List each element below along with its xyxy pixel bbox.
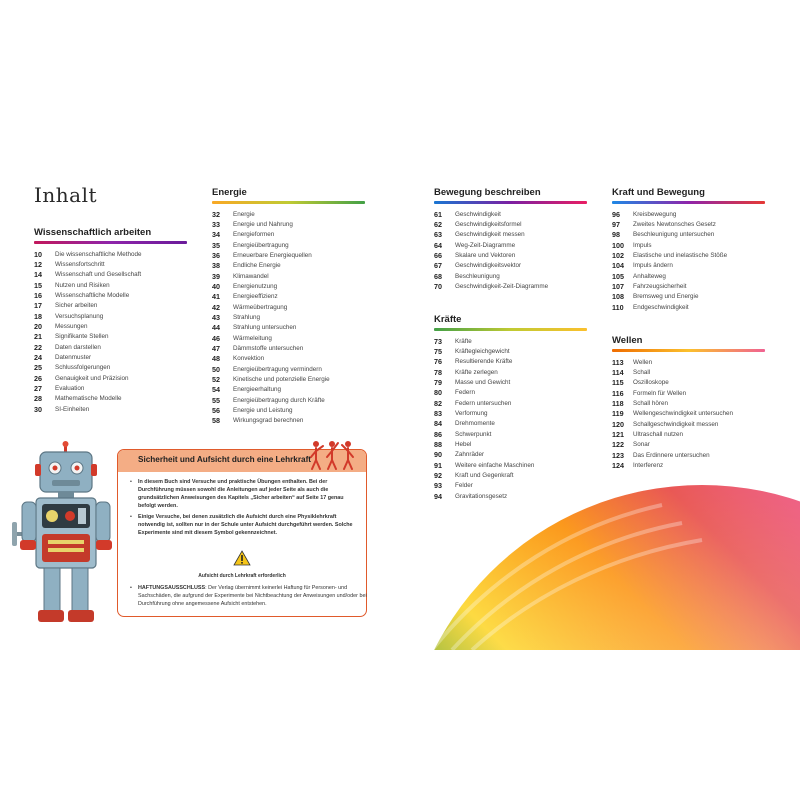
- toc-entry-label: Strahlung untersuchen: [233, 324, 297, 332]
- toc-entry: [612, 272, 765, 282]
- toc-entry-label: Wissenschaftliche Modelle: [55, 291, 130, 299]
- toc-page-number: 76: [434, 357, 442, 367]
- toc-entry-label: Endgeschwindigkeit: [633, 303, 689, 311]
- toc-entry-label: Sicher arbeiten: [55, 302, 98, 310]
- toc-entry: [34, 281, 187, 291]
- toc-entry-label: Schall: [633, 368, 651, 376]
- toc-list: [612, 210, 765, 313]
- liability-label: HAFTUNGSAUSSCHLUSS: [138, 585, 206, 591]
- toc-page-number: 90: [434, 450, 442, 460]
- toc-entry: [434, 347, 587, 357]
- page-title: Inhalt: [34, 183, 98, 207]
- toc-page-number: 21: [34, 332, 42, 342]
- toc-entry: [34, 270, 187, 280]
- toc-entry-label: Kräfte: [455, 337, 472, 345]
- toc-entry: [434, 357, 587, 367]
- toc-page-number: 104: [612, 261, 624, 271]
- toc-entry: [212, 334, 365, 344]
- toc-entry-label: Geschwindigkeit-Zeit-Diagramme: [455, 282, 549, 290]
- toc-entry-label: Energieeffizienz: [233, 293, 278, 301]
- toc-entry: [34, 353, 187, 363]
- bubble-image: [432, 455, 800, 650]
- section-wissenschaftlich-arbeiten: [34, 227, 187, 415]
- toc-page-number: 82: [434, 398, 442, 408]
- toc-entry-label: Bremsweg und Energie: [633, 293, 699, 301]
- toc-entry: [212, 241, 365, 251]
- section-rule: [612, 349, 765, 352]
- toc-entry-label: Mathematische Modelle: [55, 395, 122, 403]
- toc-entry: [434, 251, 587, 261]
- warning-caption: Aufsicht durch Lehrkraft erforderlich: [198, 573, 286, 579]
- toc-entry: [612, 292, 765, 302]
- toc-entry-label: Impuls: [633, 241, 652, 249]
- section-heading: Wissenschaftlich arbeiten: [34, 227, 152, 238]
- toc-page-number: 66: [434, 250, 442, 260]
- toc-entry: [434, 388, 587, 398]
- toc-entry-label: Beschleunigung: [455, 272, 500, 280]
- toc-entry: [212, 230, 365, 240]
- toc-entry: [34, 374, 187, 384]
- toc-entry: [612, 241, 765, 251]
- toc-entry: [434, 419, 587, 429]
- toc-page-number: 105: [612, 271, 624, 281]
- toc-page-number: 100: [612, 240, 624, 250]
- toc-page-number: 46: [212, 333, 220, 343]
- toc-page-number: 30: [34, 404, 42, 414]
- toc-page-number: 113: [612, 357, 624, 367]
- section-heading: Wellen: [612, 335, 643, 346]
- toc-page-number: 107: [612, 281, 624, 291]
- safety-header: [118, 450, 366, 472]
- toc-entry-label: Energieübertragung vermindern: [233, 365, 322, 373]
- toc-entry: [212, 313, 365, 323]
- toc-page-number: 52: [212, 375, 220, 384]
- safety-title: Sicherheit und Aufsicht durch eine Lehrkraft: [138, 455, 312, 464]
- toc-entry-label: Elastische und inelastische Stöße: [633, 251, 728, 259]
- toc-entry-label: Konvektion: [233, 355, 265, 363]
- toc-entry: [212, 282, 365, 292]
- toc-page-number: 115: [612, 378, 624, 388]
- toc-entry-label: Genauigkeit und Präzision: [55, 374, 129, 382]
- toc-entry: [212, 272, 365, 282]
- toc-entry-label: Das Erdinnere untersuchen: [633, 451, 710, 459]
- toc-entry-label: Geschwindigkeit: [455, 210, 501, 218]
- toc-entry: [434, 241, 587, 251]
- safety-box: [117, 449, 367, 617]
- toc-entry-label: Energieformen: [233, 231, 275, 239]
- toc-page-number: 96: [612, 209, 620, 219]
- toc-entry-label: Federn: [455, 389, 475, 397]
- toc-entry-label: Zahnräder: [455, 451, 485, 459]
- warning-block: [118, 550, 366, 579]
- toc-entry-label: Energieübertragung: [233, 241, 289, 249]
- toc-entry: [34, 260, 187, 270]
- toc-list: [434, 210, 587, 293]
- toc-entry: [434, 337, 587, 347]
- toc-page-number: 94: [434, 491, 442, 501]
- toc-page-number: 116: [612, 388, 624, 398]
- toc-entry: [612, 368, 765, 378]
- toc-entry: [612, 430, 765, 440]
- toc-entry: [612, 409, 765, 419]
- toc-entry-label: Wirkungsgrad berechnen: [233, 417, 304, 425]
- section-heading: Kraft und Bewegung: [612, 187, 705, 198]
- toc-entry-label: Impuls ändern: [633, 262, 673, 270]
- toc-entry: [612, 251, 765, 261]
- toc-entry-label: Wellengeschwindigkeit untersuchen: [633, 410, 733, 418]
- toc-entry: [434, 282, 587, 292]
- toc-entry-label: Ultraschall nutzen: [633, 430, 684, 438]
- toc-page-number: 68: [434, 271, 442, 281]
- toc-entry-label: Wissenschaft und Gesellschaft: [55, 271, 142, 279]
- toc-entry: [612, 230, 765, 240]
- toc-page-number: 40: [212, 281, 220, 291]
- toc-entry: [612, 358, 765, 368]
- toc-page-number: 42: [212, 302, 220, 312]
- toc-page-number: 25: [34, 363, 42, 373]
- toc-entry-label: Gravitationsgesetz: [455, 492, 508, 500]
- toc-entry: [434, 378, 587, 388]
- toc-page-number: 98: [612, 230, 620, 240]
- toc-entry-label: Nutzen und Risiken: [55, 281, 110, 289]
- toc-entry-label: Kräfte zerlegen: [455, 368, 498, 376]
- toc-entry-label: Geschwindigkeitsformel: [455, 220, 522, 228]
- toc-entry: [612, 399, 765, 409]
- toc-entry: [212, 303, 365, 313]
- toc-page-number: 63: [434, 230, 442, 240]
- toc-page-number: 67: [434, 261, 442, 271]
- toc-entry: [612, 440, 765, 450]
- toc-page-number: 102: [612, 250, 624, 260]
- toc-page-number: 15: [34, 280, 42, 290]
- toc-entry: [434, 210, 587, 220]
- toc-page-number: 14: [34, 270, 42, 280]
- toc-page-number: 55: [212, 395, 220, 405]
- toc-entry-label: Resultierende Kräfte: [455, 358, 513, 366]
- toc-page-number: 48: [212, 354, 220, 364]
- toc-entry: [34, 384, 187, 394]
- toc-entry-label: Erneuerbare Energiequellen: [233, 251, 312, 259]
- toc-page-number: 24: [34, 352, 42, 362]
- toc-entry-label: Versuchsplanung: [55, 312, 104, 320]
- teacher-figures-icon: [308, 438, 356, 470]
- toc-entry-label: Formeln für Wellen: [633, 389, 687, 397]
- toc-entry: [34, 301, 187, 311]
- toc-entry: [434, 409, 587, 419]
- toc-page-number: 61: [434, 209, 442, 219]
- toc-entry: [612, 303, 765, 313]
- toc-entry-label: Wellen: [633, 358, 653, 366]
- toc-entry-label: Federn untersuchen: [455, 399, 512, 407]
- toc-page-number: 18: [34, 311, 42, 321]
- toc-entry-label: Fahrzeugsicherheit: [633, 282, 687, 290]
- toc-page-number: 39: [212, 271, 220, 281]
- toc-entry-label: Sonar: [633, 441, 650, 449]
- toc-entry-label: Energienutzung: [233, 282, 278, 290]
- toc-entry-label: Drehmomente: [455, 420, 495, 428]
- toc-entry: [34, 405, 187, 415]
- toc-page-number: 17: [34, 301, 42, 311]
- toc-page-number: 86: [434, 429, 442, 439]
- toc-page-number: 70: [434, 281, 442, 291]
- toc-entry: [612, 220, 765, 230]
- toc-page-number: 118: [612, 398, 624, 408]
- toc-page-number: 120: [612, 419, 624, 429]
- toc-page-number: 123: [612, 450, 624, 460]
- toc-page-number: 44: [212, 323, 220, 333]
- toc-entry: [212, 292, 365, 302]
- toc-entry: [34, 363, 187, 373]
- toc-entry-label: Signifikante Stellen: [55, 333, 109, 341]
- toc-entry-label: Skalare und Vektoren: [455, 251, 516, 259]
- section-energie: [212, 187, 365, 427]
- toc-entry-label: Beschleunigung untersuchen: [633, 231, 715, 239]
- section-rule: [434, 328, 587, 331]
- toc-entry-label: Energieerhaltung: [233, 386, 281, 394]
- toc-page-number: 43: [212, 312, 220, 322]
- toc-entry: [612, 261, 765, 271]
- toc-entry-label: Oszilloskope: [633, 379, 669, 387]
- toc-page-number: 50: [212, 364, 220, 374]
- toc-entry: [212, 220, 365, 230]
- toc-entry: [212, 396, 365, 406]
- toc-entry-label: Anhalteweg: [633, 272, 666, 280]
- toc-page-number: 124: [612, 460, 624, 470]
- toc-entry: [212, 344, 365, 354]
- toc-entry: [434, 220, 587, 230]
- toc-entry: [212, 323, 365, 333]
- toc-entry-label: Kraft und Gegenkraft: [455, 471, 514, 479]
- toc-entry-label: Geschwindigkeit messen: [455, 231, 525, 239]
- toc-entry: [34, 343, 187, 353]
- toc-entry: [212, 210, 365, 220]
- section-bewegung-beschreiben: [434, 187, 587, 292]
- toc-entry: [212, 416, 365, 426]
- toc-entry: [434, 272, 587, 282]
- toc-entry-label: Verformung: [455, 409, 488, 417]
- section-heading: Bewegung beschreiben: [434, 187, 541, 198]
- toc-entry-label: Klimawandel: [233, 272, 269, 280]
- toc-entry-label: Kräftegleichgewicht: [455, 347, 510, 355]
- toc-entry: [434, 440, 587, 450]
- safety-bullet-2: • Einige Versuche, bei denen zusätzlich die Aufsicht durch eine Physiklehrkraft notwendig ist, sollten nur in der Schule unter Aufsicht durchgeführt werden. Solche Experimente sind mit diesem Symbol gekennzeichnet.: [128, 513, 360, 537]
- toc-entry-label: Kreisbewegung: [633, 210, 677, 218]
- toc-entry: [212, 261, 365, 271]
- safety-bullet-1: • In diesem Buch sind Versuche und praktische Übungen enthalten. Bei der Durchführung müssen sowohl die Anleitungen auf jeder Seite als auch die grundsätzlichen Anweisungen des Kapitels „Sicher arbeiten“ auf Seite 17 genau befolgt werden.: [128, 478, 360, 510]
- toc-entry-label: Strahlung: [233, 313, 260, 321]
- toc-entry: [612, 420, 765, 430]
- toc-page-number: 110: [612, 302, 624, 312]
- toc-entry: [34, 312, 187, 322]
- toc-entry-label: Dämmstoffe untersuchen: [233, 344, 304, 352]
- toc-page-number: 35: [212, 240, 220, 250]
- liability-text: : Der Verlag übernimmt keinerlei Haftung für Personen- und Sachschäden, die aufgrund der Experimente bei Nichtbeachtung der Anweisungen und/oder bei Durchführung ohne angemessene Aufsicht entstehen.: [138, 585, 367, 607]
- toc-entry-label: Energieübertragung durch Kräfte: [233, 396, 325, 404]
- toc-page-number: 79: [434, 377, 442, 387]
- toc-entry-label: Messungen: [55, 322, 88, 330]
- toc-entry: [612, 378, 765, 388]
- toc-page-number: 73: [434, 336, 442, 346]
- toc-page-number: 92: [434, 470, 442, 480]
- toc-entry-label: Datenmuster: [55, 353, 92, 361]
- toc-page-number: 119: [612, 409, 624, 419]
- section-heading: Energie: [212, 187, 247, 198]
- toc-entry-label: Wissensfortschritt: [55, 260, 105, 268]
- toc-entry-label: Hebel: [455, 440, 472, 448]
- toc-entry: [34, 250, 187, 260]
- toc-page-number: 33: [212, 219, 220, 229]
- toc-entry-label: Daten darstellen: [55, 343, 101, 351]
- toc-page-number: 108: [612, 292, 624, 302]
- toc-list: [212, 210, 365, 427]
- toc-page-number: 62: [434, 219, 442, 229]
- toc-entry-label: Endliche Energie: [233, 262, 281, 270]
- toc-page-number: 83: [434, 408, 442, 418]
- toc-page-number: 97: [612, 219, 620, 229]
- toc-entry-label: Schlussfolgerungen: [55, 364, 111, 372]
- toc-entry-label: Schwerpunkt: [455, 430, 492, 438]
- toc-entry: [212, 385, 365, 395]
- section-rule: [612, 201, 765, 204]
- toc-entry-label: Die wissenschaftliche Methode: [55, 250, 142, 258]
- toc-page-number: 32: [212, 209, 220, 219]
- section-kraft-und-bewegung: [612, 187, 765, 313]
- toc-page-number: 91: [434, 460, 442, 470]
- toc-entry: [434, 368, 587, 378]
- toc-entry: [434, 399, 587, 409]
- toc-page-number: 10: [34, 249, 42, 259]
- toc-entry-label: Energie: [233, 210, 255, 218]
- toc-page-number: 34: [212, 230, 220, 240]
- toc-entry: [212, 251, 365, 261]
- toc-entry: [434, 430, 587, 440]
- toc-entry-label: Schall hören: [633, 399, 669, 407]
- toc-page-number: 16: [34, 290, 42, 300]
- toc-entry: [34, 291, 187, 301]
- toc-entry: [34, 394, 187, 404]
- toc-page-number: 122: [612, 440, 624, 450]
- toc-page-number: 22: [34, 342, 42, 352]
- toc-page-number: 27: [34, 383, 42, 393]
- toc-page-number: 84: [434, 419, 442, 429]
- toc-page-number: 56: [212, 406, 220, 416]
- toc-entry-label: Energie und Leistung: [233, 407, 293, 415]
- toc-entry: [434, 230, 587, 240]
- toc-page-number: 41: [212, 292, 220, 302]
- toc-list: [34, 250, 187, 416]
- toc-entry-label: Wärmeleitung: [233, 334, 272, 342]
- toc-entry: [34, 322, 187, 332]
- warning-triangle-icon: [233, 550, 251, 566]
- toc-page-number: 121: [612, 429, 624, 439]
- liability-note: [128, 584, 370, 608]
- toc-entry: [612, 210, 765, 220]
- toc-entry-label: Geschwindigkeitsvektor: [455, 262, 522, 270]
- toc-page-number: 28: [34, 394, 42, 404]
- toc-entry-label: Evaluation: [55, 384, 85, 392]
- toc-page-number: 58: [212, 416, 220, 426]
- toc-entry: [612, 282, 765, 292]
- section-rule: [34, 241, 187, 244]
- toc-entry-label: Interferenz: [633, 461, 664, 469]
- toc-entry-label: Wärmeübertragung: [233, 303, 288, 311]
- toc-entry: [212, 375, 365, 385]
- toc-entry-label: Masse und Gewicht: [455, 378, 511, 386]
- section-rule: [434, 201, 587, 204]
- toc-page-number: 75: [434, 346, 442, 356]
- toc-page-number: 36: [212, 250, 220, 260]
- section-heading: Kräfte: [434, 314, 462, 325]
- toc-page-number: 93: [434, 481, 442, 491]
- toc-entry: [612, 389, 765, 399]
- section-rule: [212, 201, 365, 204]
- toc-entry-label: Felder: [455, 482, 473, 490]
- robot-image: [10, 440, 125, 630]
- toc-entry: [434, 261, 587, 271]
- toc-entry-label: SI-Einheiten: [55, 405, 90, 413]
- safety-list: [128, 478, 360, 540]
- toc-entry-label: Energie und Nahrung: [233, 220, 293, 228]
- section-wellen: [612, 335, 765, 471]
- toc-entry-label: Weitere einfache Maschinen: [455, 461, 535, 469]
- toc-page-number: 80: [434, 388, 442, 398]
- toc-page-number: 26: [34, 373, 42, 383]
- toc-page-number: 47: [212, 343, 220, 353]
- toc-entry-label: Kinetische und potenzielle Energie: [233, 376, 330, 383]
- toc-page-number: 88: [434, 439, 442, 449]
- toc-entry-label: Schallgeschwindigkeit messen: [633, 420, 719, 428]
- toc-entry-label: Zweites Newtonsches Gesetz: [633, 220, 716, 228]
- toc-page-number: 20: [34, 321, 42, 331]
- toc-page-number: 78: [434, 367, 442, 377]
- toc-entry: [212, 354, 365, 364]
- toc-page-number: 114: [612, 367, 624, 377]
- toc-entry: [212, 365, 365, 375]
- toc-entry: [34, 332, 187, 342]
- toc-entry-label: Weg-Zeit-Diagramme: [455, 241, 516, 249]
- toc-entry: [212, 406, 365, 416]
- toc-page-number: 12: [34, 259, 42, 269]
- toc-page-number: 38: [212, 261, 220, 271]
- toc-page-number: 64: [434, 240, 442, 250]
- toc-page-number: 54: [212, 385, 220, 395]
